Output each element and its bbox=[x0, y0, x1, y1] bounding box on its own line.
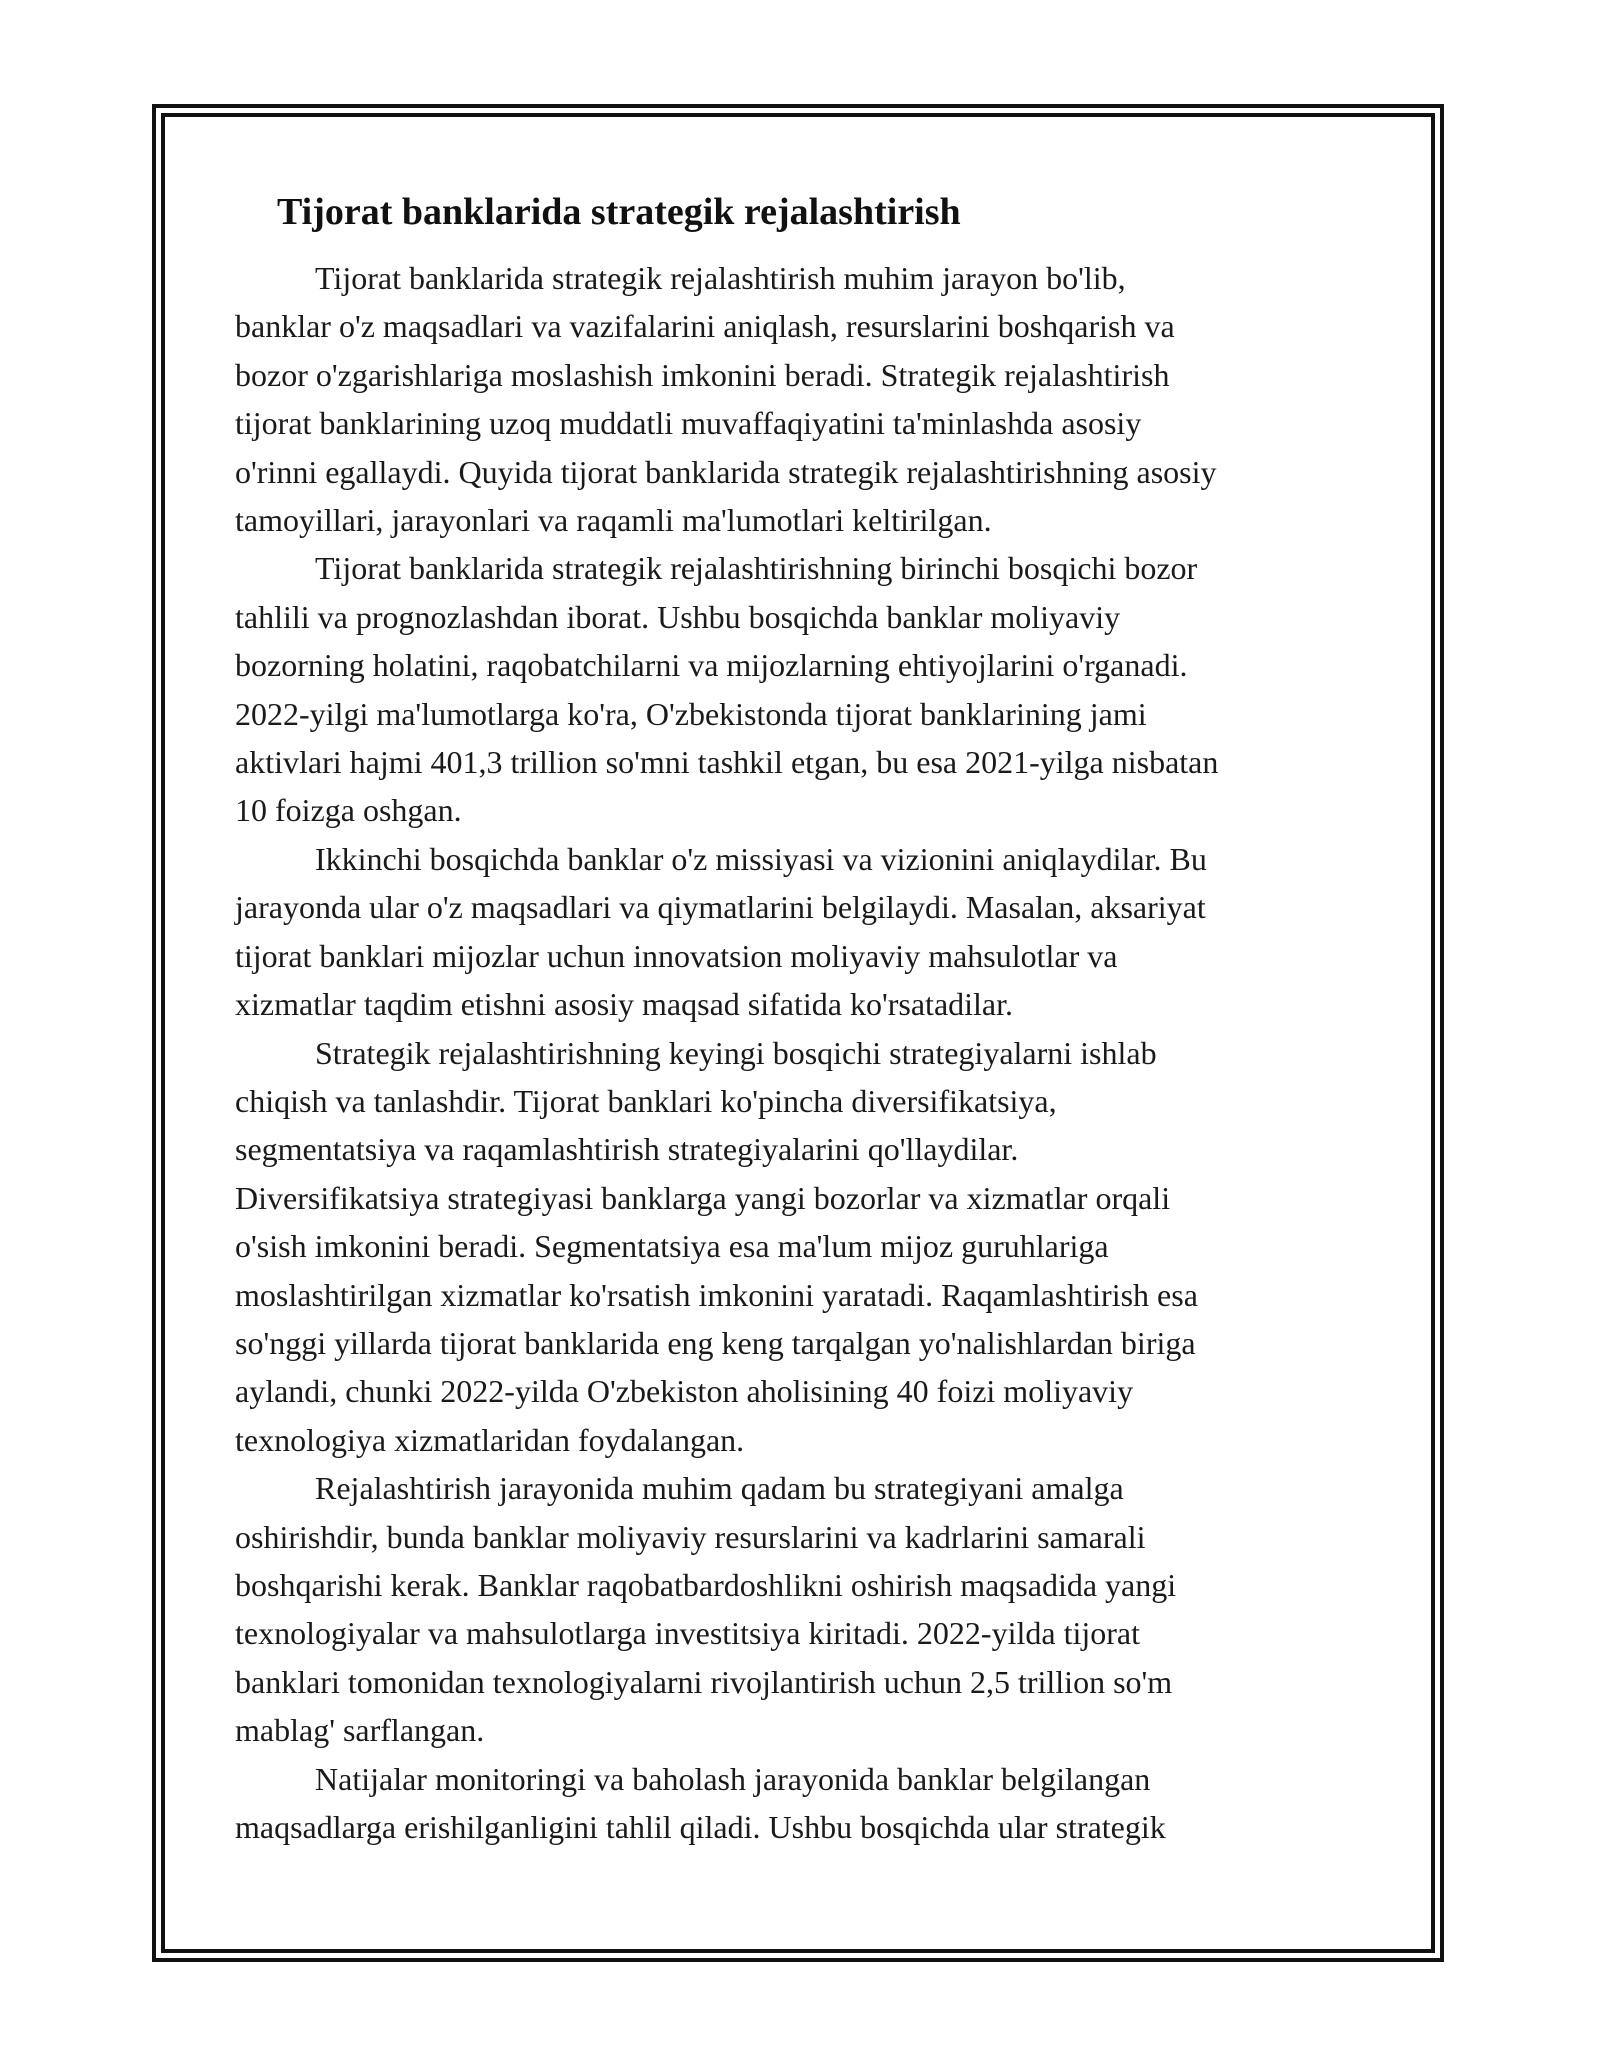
paragraph-mission-vision: Ikkinchi bosqichda banklar o'z missiyasi va vizionini aniqlaydilar. Bu jarayonda ular o'z maqsadlari va qiymatlarini belgilaydi. Masalan, aksariyat tijorat banklari mijozlar uchun innovatsion moliyaviy mahsulotlar va xizmatlar taqdim etishni asosiy maqsad sifatida ko'rsatadilar. bbox=[235, 840, 1207, 1023]
paragraph-monitoring: Natijalar monitoringi va baholash jarayonida banklar belgilangan maqsadlarga erishilganligini tahlil qiladi. Ushbu bosqichda ular strategik bbox=[235, 1760, 1166, 1845]
paragraph-strategy-selection: Strategik rejalashtirishning keyingi bosqichi strategiyalarni ishlab chiqish va tanlashdir. Tijorat banklari ko'pincha diversifikatsiya, segmentatsiya va raqamlashtirish strategiyalarini qo'llaydilar. Diversifikatsiya strategiyasi banklarga yangi bozorlar va xizmatlar orqali o'sish imkonini beradi. Segmentatsiya esa ma'lum mijoz guruhlariga moslashtirilgan xizmatlar ko'rsatish imkonini yaratadi. Raqamlashtirish esa so'nggi yillarda tijorat banklarida eng keng tarqalgan yo'nalishlardan biriga aylandi, chunki 2022-yilda O'zbekiston aholisining 40 foizi moliyaviy texnologiya xizmatlaridan foydalangan. bbox=[235, 1034, 1198, 1458]
paragraph-implementation: Rejalashtirish jarayonida muhim qadam bu strategiyani amalga oshirishdir, bunda banklar moliyaviy resurslarini va kadrlarini samarali boshqarishi kerak. Banklar raqobatbardoshlikni oshirish maqsadida yangi texnologiyalar va mahsulotlarga investitsiya kiritadi. 2022-yilda tijorat banklari tomonidan texnologiyalarni rivojlantirish uchun 2,5 trillion so'm mablag' sarflangan. bbox=[235, 1470, 1177, 1749]
document-body bbox=[235, 254, 1365, 1851]
paragraph-market-analysis: Tijorat banklarida strategik rejalashtirishning birinchi bosqichi bozor tahlili va prognozlashdan iborat. Ushbu bosqichda banklar moliyaviy bozorning holatini, raqobatchilarni va mijozlarning ehtiyojlarini o'rganadi. 2022-yilgi ma'lumotlarga ko'ra, O'zbekistonda tijorat banklarining jami aktivlari hajmi 401,3 trillion so'mni tashkil etgan, bu esa 2021-yilga nisbatan 10 foizga oshgan. bbox=[235, 550, 1219, 829]
document-content bbox=[235, 186, 1365, 1851]
paragraph-intro: Tijorat banklarida strategik rejalashtirish muhim jarayon bo'lib, banklar o'z maqsadlari va vazifalarini aniqlash, resurslarini boshqarish va bozor o'zgarishlariga moslashish imkonini beradi. Strategik rejalashtirish tijorat banklarining uzoq muddatli muvaffaqiyatini ta'minlashda asosiy o'rinni egallaydi. Quyida tijorat banklarida strategik rejalashtirishning asosiy tamoyillari, jarayonlari va raqamli ma'lumotlari keltirilgan. bbox=[235, 260, 1217, 539]
document-title: Tijorat banklarida strategik rejalashtirish bbox=[277, 191, 961, 233]
